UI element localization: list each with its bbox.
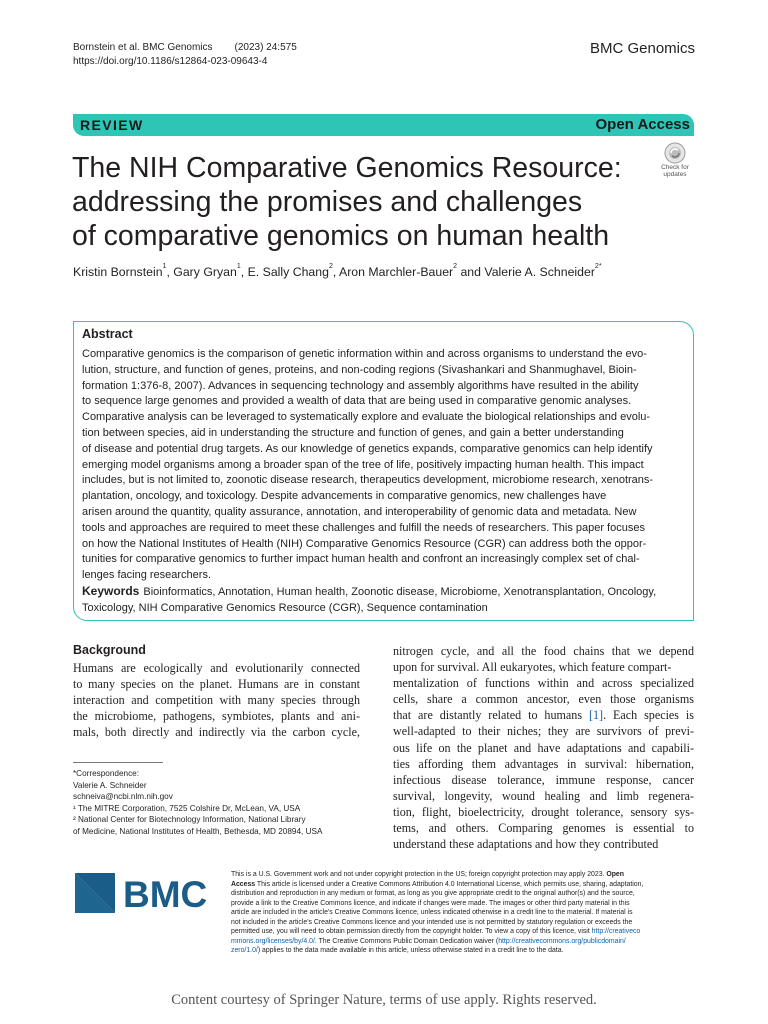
body-line: interaction and competition with many species through [73,693,360,708]
body-line: well-adapted to their niches; they are survivors of previ- [393,724,694,739]
body-line: nitrogen cycle, and all the food chains that we depend [393,644,694,658]
license-line: not included in the article's Creative Commons licence and your intended use is not permitted by statutory regulation or exceeds the [231,918,633,926]
author-affiliation: 2 [328,263,333,270]
bmc-logo [73,871,215,915]
footnote-divider [73,762,163,763]
license-link[interactable]: http://creativeco [591,928,641,935]
body-line-with-ref [393,707,694,723]
body-line: mals, both directly and indirectly via the carbon cycle, [73,725,360,740]
body-line: understand these adaptations and how they contributed [393,837,659,852]
affiliation-2-cont: of Medicine, National Institutes of Health, Bethesda, MD 20894, USA [73,826,323,836]
author-list: Kristin Bornstein$^1$, Gary Gryan$^1$, E. Sally Chang$^2$, Aron Marchler-Bauer$^2$ and Valerie A. Schneider$^{2*}$ [73,263,602,279]
article-type-label: REVIEW [80,117,144,133]
license-line: mmons.org/licenses/by/4.0/. The Creative Commons Public Domain Dedication waiver (http://creativecommons.org/publicdomain/ [231,937,626,945]
abstract-line: emerging model organisms among a broader span of the tree of life, positively impacting human health. This impact [82,458,644,471]
title-line: addressing the promises and challenges [72,186,583,218]
open-access-label: Open Access [595,116,690,133]
body-line: ous life on the planet and have adaptations and capabili- [393,740,694,755]
abstract-line: tunities for comparative genomics to further impact human health and confront an increasingly complex set of chal- [82,553,640,566]
body-line: tems, and others. Comparing genomes is essential to [393,821,694,836]
author-name[interactable]: Kristin Bornstein [73,265,163,279]
journal-name: BMC Genomics [589,40,695,57]
body-line: infectious disease tolerance, immune response, cancer [393,772,694,787]
citation-ref-1[interactable]: [1] [588,708,604,723]
keywords-line [82,584,688,601]
body-line-text: that are distantly related to humans [393,708,589,723]
keywords-line: Toxicology, NIH Comparative Genomics Resource (CGR), Sequence contamination [82,601,488,614]
author-name[interactable]: E. Sally Chang [247,265,329,279]
keywords [82,584,688,617]
author-name[interactable]: Valerie A. Schneider [484,265,595,279]
check-updates-line1: Check for [661,164,689,171]
license-line: zero/1.0/) applies to the data made available in this article, unless otherwise stated in a credit line to the data. [231,947,564,954]
body-line: cells, share a common ancestor, even those organisms [393,692,694,707]
license-link[interactable]: mmons.org/licenses/by/4.0/ [231,937,315,945]
body-line: ties affording them advantages in survival: hibernation, [393,756,694,771]
license-line: permitted use, you will need to obtain permission directly from the copyright holder. To view a copy of this licence, visit http://creativeco [231,928,641,935]
article-type-banner [73,114,694,136]
abstract-line: lenges facing researchers. [82,569,212,582]
license-line: Access This article is licensed under a Creative Commons Attribution 4.0 International License, which permits use, sharing, adaptation, [231,880,644,888]
body-line: tion, flight, bioelectricity, drought tolerance, sensory sys- [393,804,694,819]
section-heading-background: Background [73,643,146,657]
abstract-box [73,321,694,621]
affiliation-1: ¹ The MITRE Corporation, 7525 Colshire Dr, McLean, VA, USA [73,803,301,813]
public-domain-link[interactable]: zero/1.0/ [231,947,258,954]
license-line: distribution and reproduction in any medium or format, as long as you give appropriate credit to the original author(s) and the source, [231,890,635,897]
abstract-line: arisen around the quantity, quality assurance, annotation, and interoperability of genomic data and metadata. New [82,505,637,518]
abstract-line: tools and approaches are required to meet these challenges and fulfill the needs of researchers. This paper focuses [82,521,645,534]
article-title [72,151,652,253]
footnotes [73,768,363,838]
author-affiliation: 2 [453,263,458,270]
abstract-line: of disease and potential drug targets. As our knowledge of genetics expands, comparative genomics can help identify [82,442,653,455]
author-name[interactable]: Aron Marchler-Bauer [339,265,454,279]
check-updates-line2: updates [663,171,687,178]
abstract-line: plantation, oncology, and toxicology. Despite advancements in comparative genomics, new challenges have [82,490,607,503]
title-line: The NIH Comparative Genomics Resource: [72,152,622,184]
abstract-line: Comparative genomics is the comparison of genetic information within and across organisms to understand the evo- [82,348,647,360]
abstract-line: formation 1:376-8, 2007). Advances in sequencing technology and assembly algorithms have resulted in the ability [82,379,639,392]
check-for-updates-badge[interactable] [655,142,695,180]
abstract-line: to sequence large genomes and provided a wealth of data that are being used in comparative genomic analyses. [82,395,632,408]
abstract-line: Comparative analysis can be leveraged to systematically explore and evaluate the biological relationships and evolu- [82,411,651,424]
citation-authors: Bornstein et al. BMC Genomics [73,42,213,53]
license-line: article are included in the article's Creative Commons licence, unless indicated otherwise in a credit line to the material. If material is [231,909,633,916]
abstract-heading: Abstract [82,327,133,341]
author-affiliation: 1 [162,263,167,270]
license-statement [231,870,694,956]
doi-link[interactable]: https://doi.org/10.1186/s12864-023-09643-4 [73,56,268,67]
license-line: This is a U.S. Government work and not under copyright protection in the US; foreign copyright protection may apply 2023. Open [231,871,624,878]
abstract-text [82,347,688,584]
correspondence-label: *Correspondence: [73,769,139,778]
body-line: the microbiome, pathogens, symbiotes, plants and ani- [73,709,360,724]
body-line: to many species on the planet. Humans are in constant [73,677,360,692]
body-line-text: . Each species is [603,708,694,723]
body-line: survival, longevity, wound healing and limb regenera- [393,788,694,803]
abstract-line: on how the National Institutes of Health (NIH) Comparative Genomics Resource (CGR) can address both the oppor- [82,537,647,550]
author-affiliation: 1 [236,263,241,270]
author-affiliation: 2* [594,263,602,270]
citation-header [73,41,297,69]
body-line: mentalization of functions within and across specialized [393,676,694,691]
abstract-line: includes, but is not limited to, zoonotic disease research, therapeutics development, microbiome research, xenotrans- [82,474,654,487]
correspondence-email[interactable]: schneiva@ncbi.nlm.nih.gov [73,792,173,802]
body-line: upon for survival. All eukaryotes, which feature compart- [393,660,672,675]
check-updates-icon [663,142,687,164]
citation-year: (2023) 24:575 [234,42,297,53]
title-line: of comparative genomics on human health [72,220,610,252]
keywords-label: Keywords [82,584,140,598]
keywords-values: Bioinformatics, Annotation, Human health, Zoonotic disease, Microbiome, Xenotransplantation, Oncology, [143,586,657,598]
affiliation-2: ² National Center for Biotechnology Information, National Library [73,815,306,825]
body-column-right [393,643,694,852]
abstract-line: tion between species, aid in understanding the structure and function of genes, and gain a better understanding [82,426,624,439]
body-column-left [73,660,360,740]
body-line: Humans are ecologically and evolutionarily connected [73,661,360,675]
bmc-logo-text: BMC [123,874,208,915]
courtesy-footer: Content courtesy of Springer Nature, terms of use apply. Rights reserved. [171,992,597,1008]
abstract-line: lution, structure, and function of genes, proteins, and non-coding regions (Sivashankari and Shanmughavel, Bioin- [82,363,637,376]
license-line: provide a link to the Creative Commons licence, and indicate if changes were made. The images or other third party material in this [231,899,630,907]
public-domain-link[interactable]: http://creativecommons.org/publicdomain/ [498,937,626,945]
correspondence-name: Valerie A. Schneider [73,780,147,790]
author-name[interactable]: Gary Gryan [173,265,237,279]
